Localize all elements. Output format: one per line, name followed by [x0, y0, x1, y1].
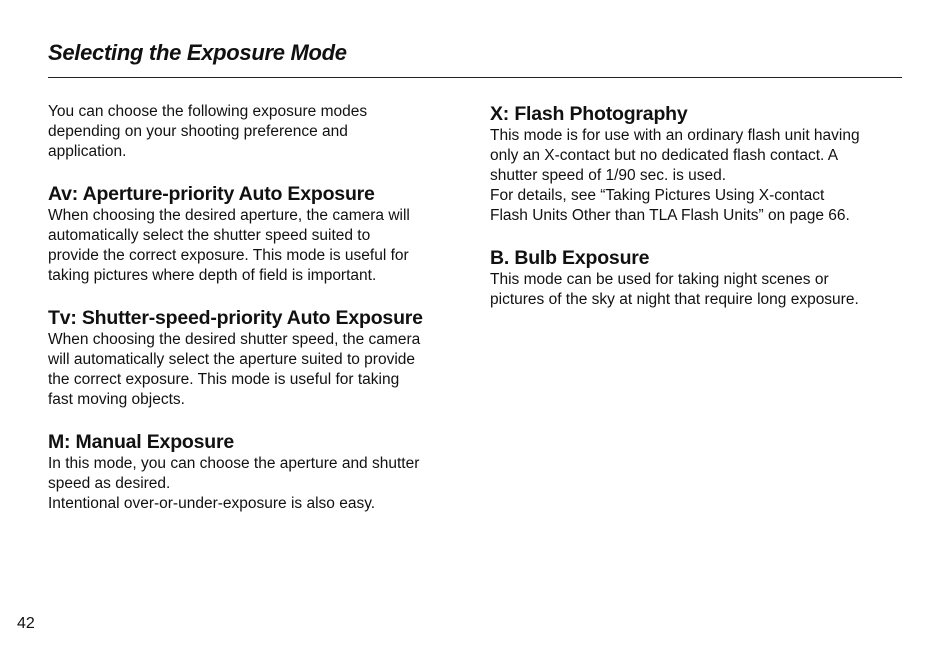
- body-line: shutter speed of 1/90 sec. is used.: [490, 167, 727, 184]
- body-line: When choosing the desired aperture, the camera will: [48, 207, 410, 224]
- body-line: When choosing the desired shutter speed, the camera: [48, 331, 421, 348]
- body-line: provide the correct exposure. This mode is useful for: [48, 247, 409, 264]
- section-bulb-exposure: [490, 246, 910, 310]
- section-manual-exposure: [48, 430, 466, 514]
- page-title: Selecting the Exposure Mode: [48, 40, 347, 65]
- section-body: [48, 454, 466, 514]
- section-body: [48, 330, 466, 410]
- body-line: only an X-contact but no dedicated flash contact. A: [490, 147, 839, 164]
- intro-line: depending on your shooting preference and: [48, 123, 348, 140]
- body-line: fast moving objects.: [48, 391, 185, 408]
- body-line: This mode can be used for taking night scenes or: [490, 271, 829, 288]
- body-line: Intentional over-or-under-exposure is also easy.: [48, 495, 376, 512]
- section-heading: Av: Aperture-priority Auto Exposure: [48, 183, 375, 205]
- body-line: speed as desired.: [48, 475, 171, 492]
- section-shutter-speed-priority: [48, 306, 466, 410]
- section-heading: M: Manual Exposure: [48, 431, 235, 453]
- intro-paragraph: [48, 102, 466, 162]
- left-column: [48, 102, 466, 534]
- body-line: the correct exposure. This mode is useful for taking: [48, 371, 400, 388]
- intro-line: application.: [48, 143, 127, 160]
- body-line: In this mode, you can choose the aperture and shutter: [48, 455, 420, 472]
- section-body: [490, 126, 910, 226]
- title-rule: [48, 77, 902, 78]
- body-line: automatically select the shutter speed suited to: [48, 227, 371, 244]
- body-line: For details, see “Taking Pictures Using X-contact: [490, 187, 825, 204]
- section-heading: Tv: Shutter-speed-priority Auto Exposure: [48, 307, 423, 329]
- page-number: 42: [17, 615, 35, 632]
- section-body: [490, 270, 910, 310]
- body-line: Flash Units Other than TLA Flash Units” on page 66.: [490, 207, 850, 224]
- section-aperture-priority: [48, 182, 466, 286]
- section-body: [48, 206, 466, 286]
- right-column: [490, 102, 910, 330]
- section-flash-photography: [490, 102, 910, 226]
- section-heading: X: Flash Photography: [490, 103, 688, 125]
- body-line: will automatically select the aperture suited to provide: [48, 351, 416, 368]
- body-line: taking pictures where depth of field is important.: [48, 267, 377, 284]
- body-line: This mode is for use with an ordinary flash unit having: [490, 127, 860, 144]
- intro-line: You can choose the following exposure modes: [48, 103, 368, 120]
- section-heading: B. Bulb Exposure: [490, 247, 650, 269]
- body-line: pictures of the sky at night that require long exposure.: [490, 291, 859, 308]
